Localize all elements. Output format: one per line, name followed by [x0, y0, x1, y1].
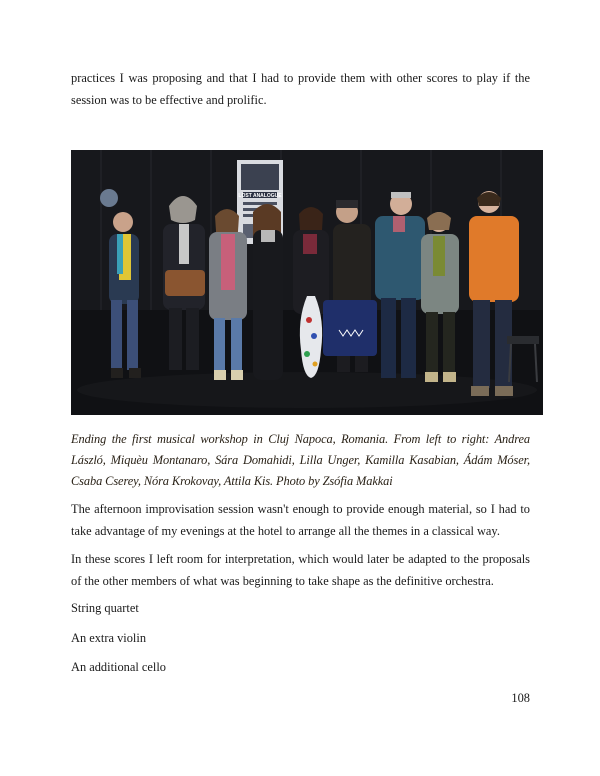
- group-photo: [71, 150, 543, 415]
- poster-title: LOST ANALOGUE: [238, 193, 282, 199]
- photo-caption: Ending the first musical workshop in Cluj Napoca, Romania. From left to right: Andrea László, Miquèu Montanaro, Sára Domahidi, Lilla Unger, Kamilla Kasabian, Ádám Móser, Csaba Cserey, Nóra Krokovay, Attila Kis. Photo by Zsófia Makkai: [71, 432, 530, 488]
- list-item: An extra violin: [71, 631, 147, 645]
- list-item: String quartet: [71, 601, 139, 615]
- paragraph-2: The afternoon improvisation session wasn't enough to provide enough material, so I had to take advantage of my evenings at the hotel to arrange all the themes in a classical way.: [71, 502, 530, 538]
- intro-paragraph: practices I was proposing and that I had to provide them with other scores to play if the session was to be effective and prolific.: [71, 71, 530, 107]
- list-item: An additional cello: [71, 660, 166, 674]
- paragraph-3: In these scores I left room for interpretation, which would later be adapted to the proposals of the other members of what was beginning to take shape as the definitive orchestra.: [71, 552, 530, 588]
- page-number: 108: [511, 691, 530, 705]
